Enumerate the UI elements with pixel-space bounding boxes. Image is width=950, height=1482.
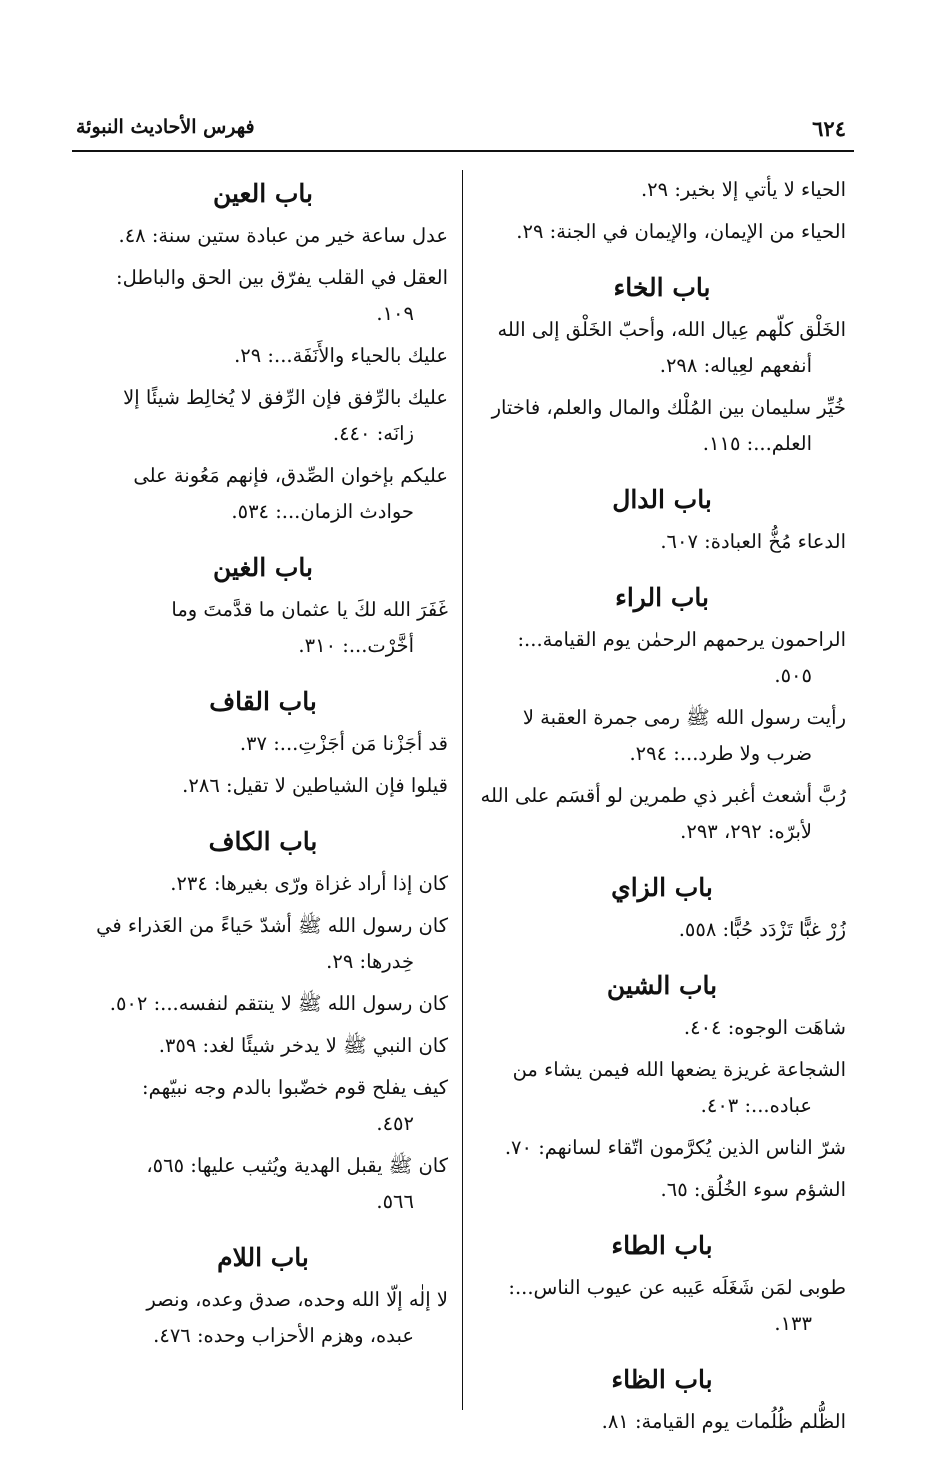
left-column bbox=[78, 172, 448, 1360]
index-section bbox=[478, 866, 846, 948]
entry-continuation: لأبرّه: ٢٩٢، ٢٩٣. bbox=[680, 820, 812, 843]
section-title: باب اللام bbox=[217, 1243, 309, 1272]
index-section bbox=[478, 266, 846, 462]
entry-text: غَفَرَ الله لكَ يا عثمان ما قدَّمتَ وما bbox=[171, 598, 448, 621]
page-number: ٦٢٤ bbox=[812, 116, 846, 141]
hadith-entry bbox=[78, 1148, 448, 1220]
entry-text: الراحمون يرحمهم الرحمٰن يوم القيامة...: bbox=[517, 628, 846, 651]
entry-text: رُبَّ أشعث أغبر ذي طمرين لو أقسَم على الله bbox=[480, 784, 846, 807]
entry-continuation: عباده...: ٤٠٣. bbox=[700, 1094, 812, 1117]
section-title: باب الدال bbox=[612, 485, 712, 514]
hadith-entry bbox=[78, 592, 448, 664]
entry-text: عدل ساعة خير من عبادة ستين سنة: ٤٨. bbox=[118, 224, 448, 247]
running-title: فهرس الأحاديث النبوئة bbox=[76, 116, 255, 138]
hadith-entry bbox=[78, 458, 448, 530]
section-title: باب القاف bbox=[209, 687, 317, 716]
section-title: باب الغين bbox=[212, 553, 313, 582]
entry-continuation: ٥٠٥. bbox=[774, 664, 812, 687]
entry-text: العقل في القلب يفرّق بين الحق والباطل: bbox=[116, 266, 448, 289]
entry-text: كيف يفلح قوم خضّبوا بالدم وجه نبيّهم: bbox=[142, 1076, 448, 1099]
entry-text: رأيت رسول الله ﷺ رمى جمرة العقبة لا bbox=[522, 706, 846, 729]
hadith-entry bbox=[478, 622, 846, 694]
section-title: باب العين bbox=[212, 179, 313, 208]
entry-text: شرّ الناس الذين يُكرَّمون اتّقاء لسانهم: ٧٠. bbox=[504, 1136, 846, 1159]
column-divider bbox=[462, 170, 463, 1410]
hadith-entry bbox=[478, 214, 846, 250]
hadith-entry bbox=[78, 908, 448, 980]
entry-continuation: ٤٥٢. bbox=[376, 1112, 414, 1135]
hadith-entry bbox=[78, 338, 448, 374]
section-title: باب الظاء bbox=[611, 1365, 713, 1394]
hadith-entry bbox=[478, 1404, 846, 1440]
hadith-entry bbox=[78, 380, 448, 452]
entry-text: خُيِّر سليمان بين المُلْك والمال والعلم، فاختار bbox=[491, 396, 846, 419]
entry-text: كان إذا أراد غزاة ورّى بغيرها: ٢٣٤. bbox=[170, 872, 448, 895]
hadith-entry bbox=[78, 1070, 448, 1142]
entry-text: عليك بالرِّفق فإن الرِّفق لا يُخالِط شيئًا إلا bbox=[123, 386, 448, 409]
index-section bbox=[78, 820, 448, 1220]
entry-continuation: ٥٦٦. bbox=[376, 1190, 414, 1213]
section-title: باب الشين bbox=[606, 971, 718, 1000]
entry-text: الشؤم سوء الخُلُق: ٦٥. bbox=[660, 1178, 846, 1201]
entry-text: الخَلْق كلّهم عِيال الله، وأحبّ الخَلْق إلى الله bbox=[497, 318, 846, 341]
index-section bbox=[478, 478, 846, 560]
index-section bbox=[478, 964, 846, 1208]
entry-text: شاهَت الوجوه: ٤٠٤. bbox=[683, 1016, 846, 1039]
hadith-entry bbox=[478, 1130, 846, 1166]
hadith-entry bbox=[78, 768, 448, 804]
entry-text: طوبى لمَن شَغَلَه عَيبه عن عيوب الناس...: bbox=[508, 1276, 846, 1299]
entry-continuation: ١٣٣. bbox=[774, 1312, 812, 1335]
entry-text: عليك بالحياء والأَنَفَة...: ٢٩. bbox=[234, 344, 448, 367]
hadith-entry bbox=[78, 1282, 448, 1354]
index-section bbox=[78, 172, 448, 530]
index-section bbox=[478, 1224, 846, 1342]
hadith-entry bbox=[78, 260, 448, 332]
hadith-entry bbox=[478, 912, 846, 948]
hadith-entry bbox=[478, 390, 846, 462]
entry-text: الشجاعة غريزة يضعها الله فيمن يشاء من bbox=[512, 1058, 846, 1081]
index-section bbox=[78, 546, 448, 664]
entry-text: كان رسول الله ﷺ لا ينتقم لنفسه...: ٥٠٢. bbox=[109, 992, 448, 1015]
entry-text: قيلوا فإن الشياطين لا تقيل: ٢٨٦. bbox=[182, 774, 448, 797]
hadith-entry bbox=[478, 1010, 846, 1046]
hadith-entry bbox=[478, 524, 846, 560]
hadith-entry bbox=[478, 172, 846, 208]
index-section bbox=[78, 1236, 448, 1354]
section-title: باب الزاي bbox=[611, 873, 713, 902]
entry-text: كان رسول الله ﷺ أشدّ حَياءً من العَذراء في bbox=[96, 914, 448, 937]
hadith-entry bbox=[78, 218, 448, 254]
hadith-entry bbox=[478, 1270, 846, 1342]
hadith-entry bbox=[478, 1052, 846, 1124]
entry-text: الدعاء مُخُّ العبادة: ٦٠٧. bbox=[660, 530, 846, 553]
section-title: باب الراء bbox=[615, 583, 709, 612]
hadith-entry bbox=[78, 726, 448, 762]
entry-continuation: أنفعهم لعِياله: ٢٩٨. bbox=[659, 354, 812, 377]
index-section bbox=[78, 680, 448, 804]
entry-continuation: ضرب ولا طرد...: ٢٩٤. bbox=[629, 742, 812, 765]
hadith-entry bbox=[478, 778, 846, 850]
section-title: باب الخاء bbox=[613, 273, 711, 302]
right-column bbox=[478, 172, 846, 1446]
entry-text: قد أجَزْنا مَن أجَزْتِ...: ٣٧. bbox=[239, 732, 448, 755]
entry-continuation: عبده، وهزم الأحزاب وحده: ٤٧٦. bbox=[153, 1324, 414, 1347]
section-title: باب الطاء bbox=[611, 1231, 713, 1260]
hadith-entry bbox=[478, 700, 846, 772]
entry-continuation: حوادث الزمان...: ٥٣٤. bbox=[231, 500, 414, 523]
hadith-entry bbox=[478, 312, 846, 384]
section-title: باب الكاف bbox=[208, 827, 318, 856]
index-section bbox=[478, 576, 846, 850]
entry-text: الحياء من الإيمان، والإيمان في الجنة: ٢٩. bbox=[516, 220, 846, 243]
page-header bbox=[72, 116, 854, 152]
hadith-entry bbox=[78, 1028, 448, 1064]
entry-continuation: زانَه: ٤٤٠. bbox=[332, 422, 414, 445]
entry-text: الظُّلم ظُلُمات يوم القيامة: ٨١. bbox=[601, 1410, 846, 1433]
entry-text: لا إلٰه إلّا الله وحده، صدق وعده، ونصر bbox=[146, 1288, 448, 1311]
index-section bbox=[478, 1358, 846, 1440]
entry-continuation: العلم...: ١١٥. bbox=[702, 432, 812, 455]
hadith-entry bbox=[78, 866, 448, 902]
index-section bbox=[478, 172, 846, 250]
entry-text: كان النبي ﷺ لا يدخر شيئًا لغد: ٣٥٩. bbox=[158, 1034, 448, 1057]
entry-continuation: خِدرها: ٢٩. bbox=[326, 950, 414, 973]
entry-continuation: ١٠٩. bbox=[376, 302, 414, 325]
hadith-entry bbox=[478, 1172, 846, 1208]
hadith-entry bbox=[78, 986, 448, 1022]
entry-text: الحياء لا يأتي إلا بخير: ٢٩. bbox=[640, 178, 846, 201]
entry-text: كان ﷺ يقبل الهدية ويُثيب عليها: ٥٦٥، bbox=[146, 1154, 448, 1177]
entry-text: زُرْ غبًّا تَزْدَد حُبًّا: ٥٥٨. bbox=[678, 918, 846, 941]
entry-continuation: أخَّرْت...: ٣١٠. bbox=[298, 634, 414, 657]
entry-text: عليكم بإخوان الصِّدق، فإنهم مَعُونة على bbox=[133, 464, 448, 487]
